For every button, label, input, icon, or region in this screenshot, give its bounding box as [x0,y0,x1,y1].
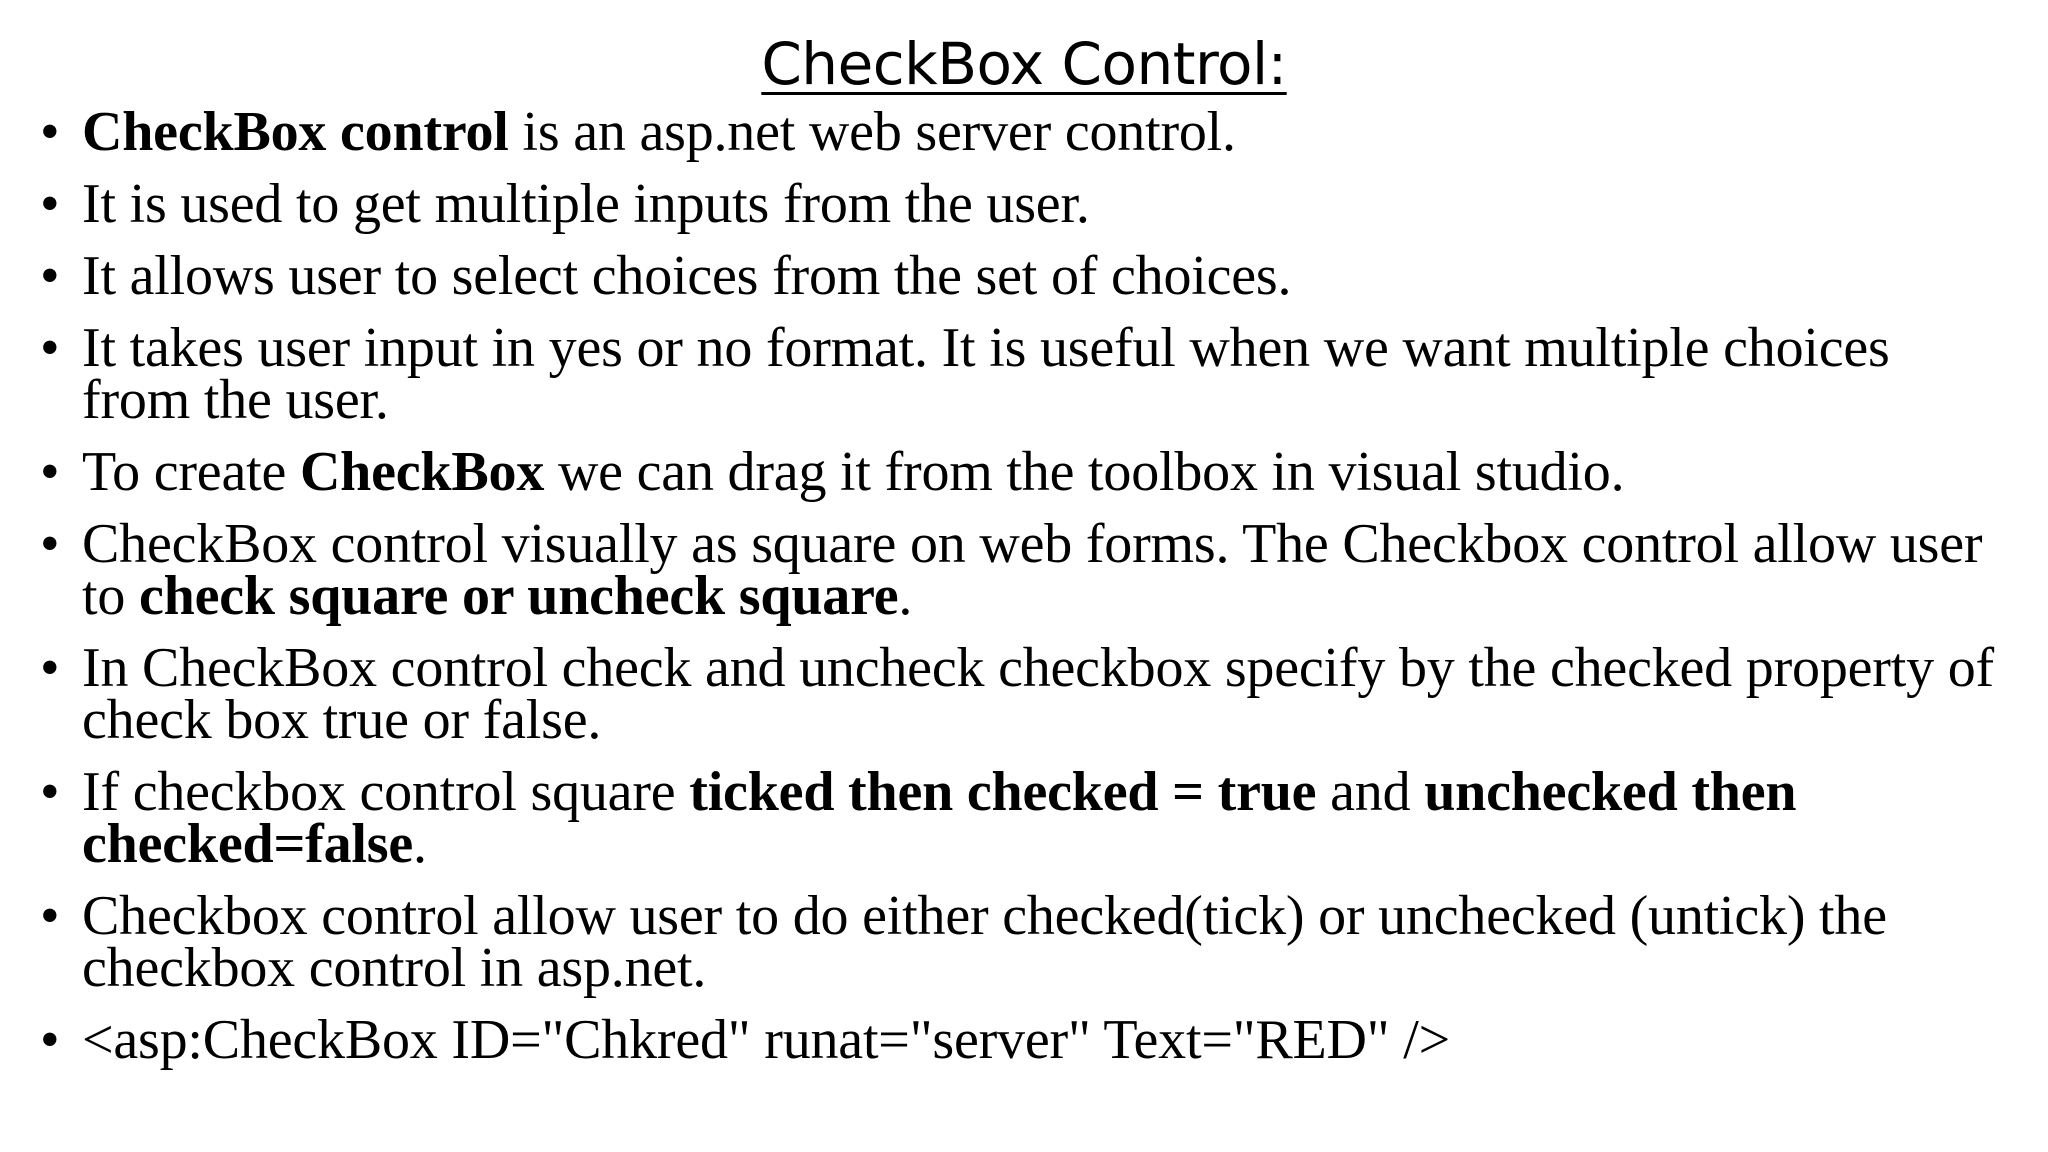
bullet-item [0,317,2048,431]
bullet-text: It allows user to select choices from the set of choices. [82,245,1292,307]
bullet-text: It is used to get multiple inputs from the user. [82,173,1090,235]
slide-title: CheckBox Control: [761,30,1287,98]
bullet-item [0,1009,2048,1071]
bullet-text-bold: ticked then checked = true [689,761,1317,823]
bullet-icon: • [40,761,60,823]
bullet-text-bold: check square or uncheck square [138,565,899,627]
bullet-text: . [413,813,427,875]
bullet-text-bold: unchecked then checked=false [82,761,1797,875]
bullet-icon: • [40,637,60,699]
bullet-text: It takes user input in yes or no format. It is useful when we want multiple choices from the user. [82,317,1890,431]
bullet-text: we can drag it from the toolbox in visual studio. [544,441,1625,503]
bullet-text: Checkbox control allow user to do either checked(tick) or unchecked (untick) the checkbox control in asp.net. [82,885,1887,999]
bullet-text: . [898,565,913,627]
bullet-item [0,761,2048,875]
bullet-list [0,101,2048,1086]
code-snippet: <asp:CheckBox ID="Chkred" runat="server" Text="RED" /> [82,1009,1450,1071]
bullet-text: To create [82,441,300,503]
bullet-text: is an asp.net web server control. [508,101,1236,163]
bullet-item [0,885,2048,999]
bullet-text: In CheckBox control check and uncheck checkbox specify by the checked property of check box true or false. [82,637,1994,751]
bullet-text-bold: CheckBox [299,441,545,503]
bullet-text: and [1316,761,1425,823]
bullet-item [0,441,2048,503]
bullet-item [0,637,2048,751]
bullet-item [0,245,2048,307]
bullet-icon: • [40,513,60,575]
bullet-text: If checkbox control square [82,761,690,823]
bullet-icon: • [40,1009,60,1071]
bullet-icon: • [40,101,60,163]
bullet-icon: • [40,885,60,947]
bullet-text-bold: CheckBox control [82,101,509,163]
bullet-icon: • [40,245,60,307]
bullet-text: CheckBox control visually as square on web forms. The Checkbox control allow user to [82,513,1983,627]
bullet-item [0,513,2048,627]
bullet-icon: • [40,317,60,379]
bullet-item [0,173,2048,235]
bullet-icon: • [40,441,60,503]
bullet-icon: • [40,173,60,235]
bullet-item [0,101,2048,163]
